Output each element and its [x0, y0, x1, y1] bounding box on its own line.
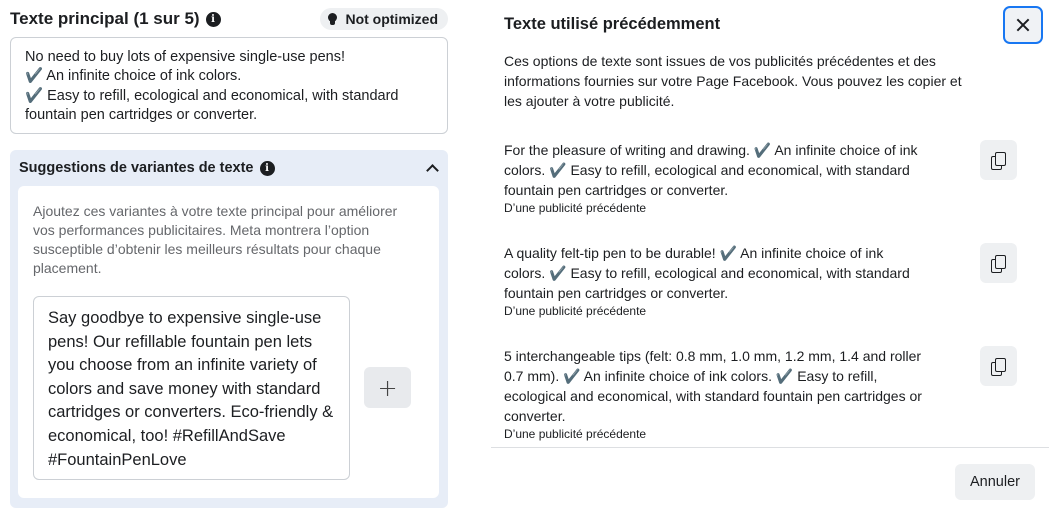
suggestions-title: Suggestions de variantes de texte	[19, 160, 254, 176]
primary-text-title: Texte principal (1 sur 5)	[10, 9, 200, 28]
suggestions-header[interactable]	[19, 158, 439, 178]
close-button[interactable]	[1003, 6, 1043, 44]
previous-text-title: Texte utilisé précédemment	[504, 15, 721, 33]
text-variant-suggestions	[10, 150, 448, 508]
lightbulb-icon	[328, 13, 337, 26]
suggestions-description: Ajoutez ces variantes à votre texte principal pour améliorer vos performances publicitaires. Meta montrera l’option susceptible d’obtenir les meilleurs résultats pour chaque placement.	[33, 203, 398, 276]
variant-text-field[interactable]: Say goodbye to expensive single-use pens! Our refillable fountain pen lets you choose from an infinite variety of colors and save money with standard cartridges or converters. Eco-friendly & economical, too! #RefillAndSave #FountainPenLove	[33, 296, 350, 480]
previous-text-panel	[491, 0, 1049, 517]
footer-divider	[491, 447, 1049, 448]
previous-text-item	[504, 243, 924, 319]
previous-text-item	[504, 140, 924, 216]
chevron-up-icon[interactable]	[427, 163, 437, 173]
primary-text-header	[10, 8, 450, 30]
add-variant-button[interactable]	[364, 367, 411, 408]
status-badge	[320, 8, 448, 30]
status-badge-label: Not optimized	[345, 11, 438, 27]
copy-button[interactable]	[980, 346, 1017, 386]
copy-button[interactable]	[980, 243, 1017, 283]
previous-text-content: 5 interchangeable tips (felt: 0.8 mm, 1.0 mm, 1.2 mm, 1.4 and roller 0.7 mm). ✔️ An infinite choice of ink colors. ✔️ Easy to refill, ecological and economical, with standard fountain pen cartridges or converter.	[504, 348, 922, 424]
previous-text-description: Ces options de texte sont issues de vos publicités précédentes et des informations fournies sur votre Page Facebook. Vous pouvez les copier et les ajouter à votre publicité.	[504, 53, 962, 109]
previous-text-source: D’une publicité précédente	[504, 201, 647, 215]
previous-text-item	[504, 346, 924, 442]
copy-icon	[991, 358, 1006, 375]
info-icon[interactable]: i	[206, 12, 221, 27]
suggestions-card	[18, 186, 439, 498]
previous-text-source: D’une publicité précédente	[504, 304, 647, 318]
previous-text-source: D’une publicité précédente	[504, 427, 647, 441]
previous-text-content: A quality felt-tip pen to be durable! ✔️ An infinite choice of ink colors. ✔️ Easy to refill, ecological and economical, with standard fountain pen cartridges or converter.	[504, 245, 910, 301]
copy-icon	[991, 255, 1006, 272]
info-icon[interactable]: i	[260, 161, 275, 176]
copy-icon	[991, 152, 1006, 169]
primary-text-panel	[0, 0, 460, 517]
previous-text-content: For the pleasure of writing and drawing. ✔️ An infinite choice of ink colors. ✔️ Easy to refill, ecological and economical, with standard fountain pen cartridges or converter.	[504, 142, 918, 198]
close-icon	[1016, 18, 1030, 32]
cancel-button[interactable]: Annuler	[955, 464, 1035, 500]
copy-button[interactable]	[980, 140, 1017, 180]
primary-text-field[interactable]: No need to buy lots of expensive single-use pens! ✔️ An infinite choice of ink colors. ✔️ Easy to refill, ecological and economical, with standard fountain pen cartridges or converter.	[10, 37, 448, 134]
plus-icon: +	[377, 373, 398, 402]
